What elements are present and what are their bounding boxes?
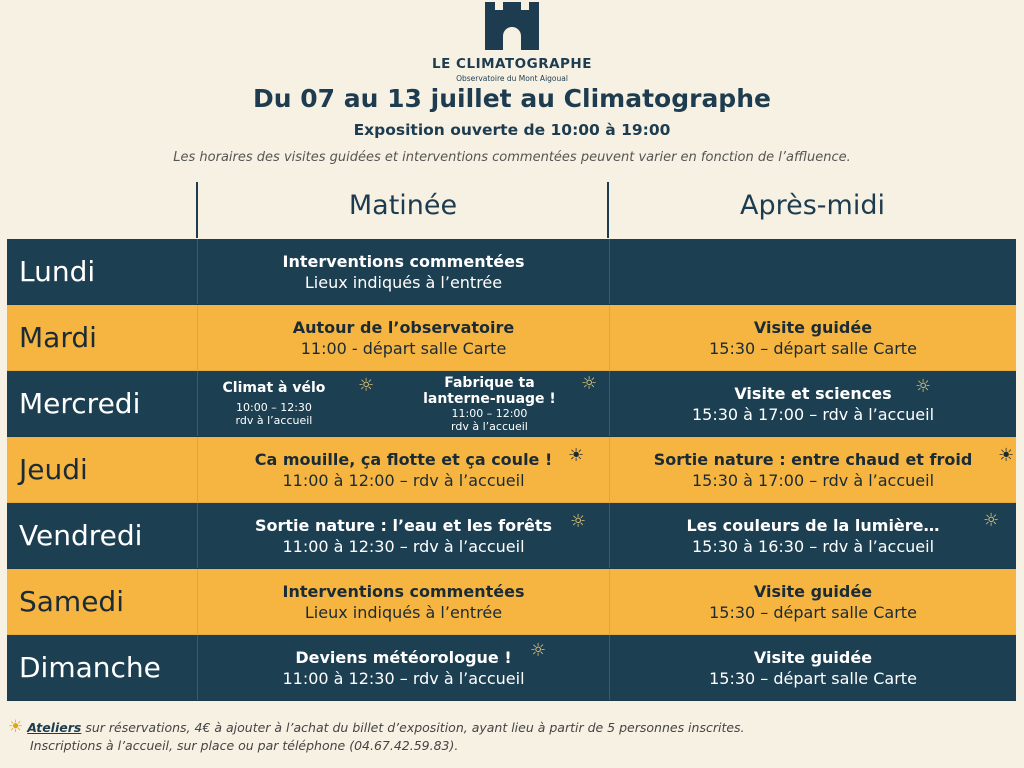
day-label: Mardi bbox=[19, 321, 97, 354]
day-label: Mercredi bbox=[19, 387, 141, 420]
sun-icon: ☼ bbox=[530, 640, 547, 661]
afternoon-cell bbox=[609, 437, 1016, 502]
activity-title: Sortie nature : l’eau et les forêts bbox=[254, 515, 552, 535]
table-row-samedi bbox=[7, 569, 1016, 635]
activity-title: Climat à vélo bbox=[222, 380, 326, 396]
activity-title: Visite guidée bbox=[753, 647, 873, 667]
opening-hours: Exposition ouverte de 10:00 à 19:00 bbox=[353, 121, 671, 139]
sun-icon: ☼ bbox=[570, 511, 587, 532]
footer-line-2: Inscriptions à l’accueil, sur place ou par téléphone (04.67.42.59.83). bbox=[30, 738, 459, 753]
day-label: Lundi bbox=[19, 255, 96, 288]
morning-cell bbox=[197, 305, 609, 370]
brand-subtitle: Observatoire du Mont Aigoual bbox=[456, 74, 568, 83]
activity-details: 15:30 à 16:30 – rdv à l’accueil bbox=[691, 536, 935, 556]
activity-title: Sortie nature : entre chaud et froid bbox=[653, 449, 973, 469]
activity-details: 11:00 à 12:30 – rdv à l’accueil bbox=[282, 536, 525, 556]
sun-icon: ☼ bbox=[581, 373, 598, 394]
activity-title: Visite guidée bbox=[753, 581, 873, 601]
column-header-morning: Matinée bbox=[348, 190, 458, 221]
activity-details: 15:30 – départ salle Carte bbox=[709, 338, 917, 358]
activity-title: Visite guidée bbox=[753, 317, 873, 337]
activity-details: 11:00 à 12:00 – rdv à l’accueil bbox=[282, 470, 525, 490]
morning-cell bbox=[197, 437, 609, 502]
morning-cell bbox=[197, 371, 609, 436]
afternoon-cell bbox=[609, 239, 1016, 304]
footer-note bbox=[8, 718, 745, 755]
activity-place: rdv à l’accueil bbox=[235, 414, 313, 427]
table-row-jeudi bbox=[7, 437, 1016, 503]
footer-text: sur réservations, 4€ à ajouter à l’achat du billet d’exposition, ayant lieu à partir de 5 personnes inscrites. bbox=[81, 720, 745, 735]
activity-details: Lieux indiqués à l’entrée bbox=[304, 272, 503, 292]
workshop-climat-velo bbox=[223, 380, 326, 427]
day-label: Jeudi bbox=[19, 453, 88, 486]
morning-cell bbox=[197, 239, 609, 304]
activity-title: Deviens météorologue ! bbox=[295, 647, 512, 667]
activity-details: 15:30 – départ salle Carte bbox=[709, 668, 917, 688]
morning-cell bbox=[197, 503, 609, 568]
activity-title: Les couleurs de la lumière… bbox=[686, 515, 940, 535]
sun-icon: ☀ bbox=[568, 445, 585, 466]
activity-time: 11:00 – 12:00 bbox=[451, 406, 528, 420]
sun-icon: ☼ bbox=[358, 375, 375, 396]
activity-title: Interventions commentées bbox=[282, 251, 525, 271]
table-row-mercredi bbox=[7, 371, 1016, 437]
table-row-lundi bbox=[7, 239, 1016, 305]
activity-details: 15:30 – départ salle Carte bbox=[709, 602, 917, 622]
day-label: Samedi bbox=[19, 585, 124, 618]
sun-icon: ☼ bbox=[915, 376, 932, 397]
page-title: Du 07 au 13 juillet au Climatographe bbox=[253, 84, 771, 113]
morning-cell bbox=[197, 569, 609, 634]
activity-title: Ca mouille, ça flotte et ça coule ! bbox=[254, 449, 553, 469]
schedule-note: Les horaires des visites guidées et interventions commentées peuvent varier en fonction de l’affluence. bbox=[173, 150, 851, 165]
footer-line-1 bbox=[8, 718, 745, 737]
ateliers-label: Ateliers bbox=[27, 720, 82, 735]
schedule-table bbox=[7, 239, 1016, 701]
sun-icon: ☀ bbox=[8, 717, 24, 737]
workshop-lanterne-nuage bbox=[414, 375, 564, 433]
afternoon-cell bbox=[609, 569, 1016, 634]
activity-details: 11:00 à 12:30 – rdv à l’accueil bbox=[282, 668, 525, 688]
afternoon-cell bbox=[609, 371, 1016, 436]
activity-details: 15:30 à 17:00 – rdv à l’accueil bbox=[691, 404, 935, 424]
activity-details: Lieux indiqués à l’entrée bbox=[304, 602, 503, 622]
activity-details: 15:30 à 17:00 – rdv à l’accueil bbox=[691, 470, 935, 490]
day-label: Dimanche bbox=[19, 651, 161, 684]
afternoon-cell bbox=[609, 635, 1016, 700]
activity-title: Interventions commentées bbox=[282, 581, 525, 601]
logo bbox=[0, 2, 1024, 83]
activity-title: Fabrique ta lanterne-nuage ! bbox=[423, 374, 556, 407]
afternoon-cell bbox=[609, 503, 1016, 568]
sun-icon: ☀ bbox=[998, 445, 1015, 466]
day-label: Vendredi bbox=[19, 519, 143, 552]
column-header-afternoon: Après-midi bbox=[740, 190, 885, 221]
activity-title: Autour de l’observatoire bbox=[292, 317, 515, 337]
brand-name: LE CLIMATOGRAPHE bbox=[432, 56, 592, 72]
afternoon-cell bbox=[609, 305, 1016, 370]
activity-place: rdv à l’accueil bbox=[451, 419, 528, 433]
activity-time: 10:00 – 12:30 bbox=[236, 401, 312, 414]
table-row-mardi bbox=[7, 305, 1016, 371]
activity-title: Visite et sciences bbox=[734, 383, 892, 403]
activity-details: 11:00 - départ salle Carte bbox=[300, 338, 507, 358]
table-row-dimanche bbox=[7, 635, 1016, 701]
table-row-vendredi bbox=[7, 503, 1016, 569]
castle-tower-icon bbox=[481, 2, 543, 50]
sun-icon: ☼ bbox=[983, 510, 1000, 531]
morning-cell bbox=[197, 635, 609, 700]
